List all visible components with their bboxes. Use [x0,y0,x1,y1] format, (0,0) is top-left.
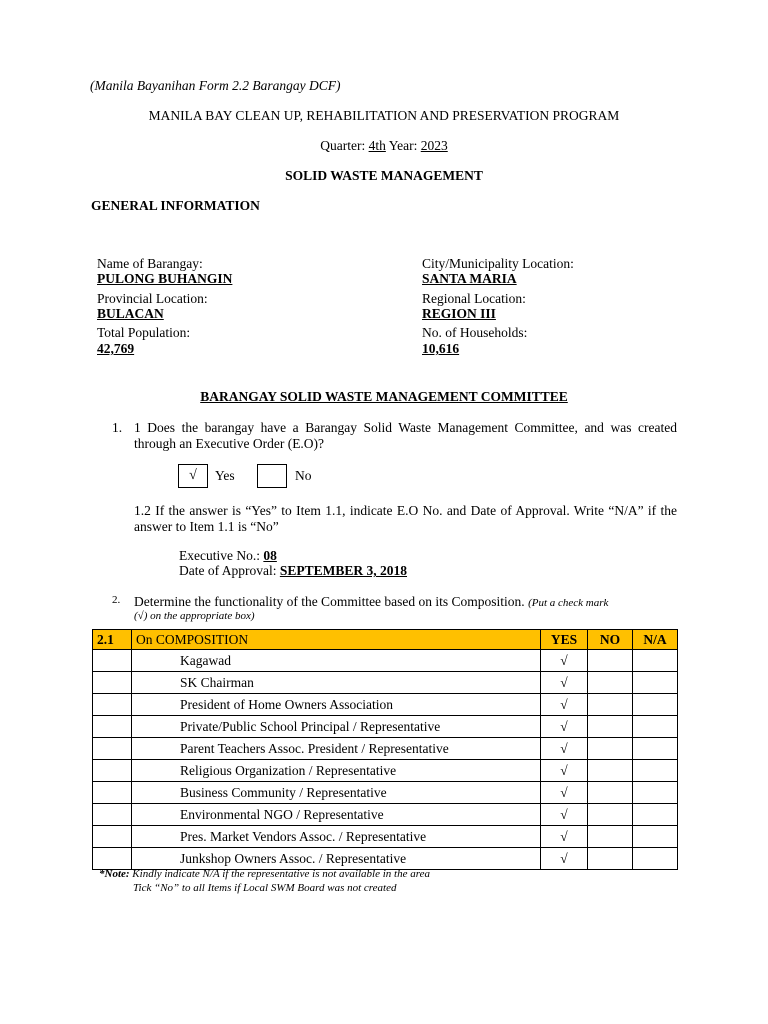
table-row [93,672,678,694]
row-label: Pres. Market Vendors Assoc. / Representative [132,826,541,848]
row-label: Junkshop Owners Assoc. / Representative [132,848,541,870]
na-cell[interactable] [633,848,678,870]
col-no-header: NO [588,630,633,650]
q2-line [134,594,608,610]
yes-cell[interactable]: √ [541,848,588,870]
yes-cell[interactable]: √ [541,760,588,782]
quarter-label: Quarter: [320,138,369,153]
composition-body [93,650,678,870]
na-cell[interactable] [633,804,678,826]
note-line-2: Tick “No” to all Items if Local SWM Board was not created [133,882,397,894]
barangay-label: Name of Barangay: [97,256,203,271]
composition-table [92,629,678,870]
table-row [93,782,678,804]
no-cell[interactable] [588,716,633,738]
na-cell[interactable] [633,716,678,738]
general-info-heading: GENERAL INFORMATION [91,198,260,213]
q12-text: 1.2 If the answer is “Yes” to Item 1.1, indicate E.O No. and Date of Approval. Write “N/A” if the answer to Item 1.1 is “No” [134,503,677,534]
q2-hint-1: (Put a check mark [528,597,609,609]
row-label: Parent Teachers Assoc. President / Representative [132,738,541,760]
col-yes-header: YES [541,630,588,650]
region-value: REGION III [422,306,496,321]
year-label: Year: [385,138,421,153]
row-number-cell [93,848,132,870]
households-label: No. of Households: [422,325,528,340]
q2-hint-2: (√) on the appropriate box) [134,610,255,622]
no-cell[interactable] [588,694,633,716]
table-row [93,826,678,848]
table-row [93,760,678,782]
table-row [93,694,678,716]
province-label: Provincial Location: [97,291,208,306]
table-row [93,716,678,738]
q2-text: Determine the functionality of the Committee based on its Composition. [134,594,525,609]
city-label: City/Municipality Location: [422,256,574,271]
row-label: President of Home Owners Association [132,694,541,716]
na-cell[interactable] [633,672,678,694]
no-cell[interactable] [588,738,633,760]
note-line-1 [99,868,430,880]
table-row [93,848,678,870]
yes-cell[interactable]: √ [541,694,588,716]
q1-text: 1 Does the barangay have a Barangay Solid Waste Management Committee, and was created through an Executive Order (E.O)? [134,420,677,451]
row-number-cell [93,694,132,716]
committee-title: BARANGAY SOLID WASTE MANAGEMENT COMMITTEE [200,389,568,404]
yes-cell[interactable]: √ [541,672,588,694]
section-title: SOLID WASTE MANAGEMENT [285,168,483,183]
no-cell[interactable] [588,760,633,782]
no-cell[interactable] [588,782,633,804]
quarter-year-line [0,138,768,154]
date-approval-label: Date of Approval: [179,563,280,578]
barangay-value: PULONG BUHANGIN [97,271,233,286]
row-label: SK Chairman [132,672,541,694]
province-value: BULACAN [97,306,164,321]
yes-cell[interactable]: √ [541,650,588,672]
executive-no-line [179,548,277,564]
program-title: MANILA BAY CLEAN UP, REHABILITATION AND PRESERVATION PROGRAM [148,108,620,123]
section-number: 2.1 [93,630,132,650]
no-cell[interactable] [588,848,633,870]
row-label: Environmental NGO / Representative [132,804,541,826]
row-label: Private/Public School Principal / Representative [132,716,541,738]
households-value: 10,616 [422,341,460,356]
row-number-cell [93,760,132,782]
q1-number: 1. [112,420,123,435]
yes-cell[interactable]: √ [541,826,588,848]
na-cell[interactable] [633,782,678,804]
no-cell[interactable] [588,672,633,694]
date-approval-value: SEPTEMBER 3, 2018 [279,563,408,578]
yes-cell[interactable]: √ [541,804,588,826]
quarter-value: 4th [368,138,386,153]
row-number-cell [93,716,132,738]
note-prefix: *Note: [99,868,130,880]
no-checkbox[interactable] [257,464,287,488]
composition-header-row [93,630,678,650]
na-cell[interactable] [633,694,678,716]
executive-no-value: 08 [263,548,277,563]
table-row [93,738,678,760]
executive-no-label: Executive No.: [179,548,264,563]
row-label: Religious Organization / Representative [132,760,541,782]
col-na-header: N/A [633,630,678,650]
date-approval-line [179,563,407,579]
row-label: Business Community / Representative [132,782,541,804]
yes-cell[interactable]: √ [541,782,588,804]
no-cell[interactable] [588,826,633,848]
row-number-cell [93,782,132,804]
no-cell[interactable] [588,804,633,826]
section-label: On COMPOSITION [132,630,541,650]
region-label: Regional Location: [422,291,526,306]
yes-cell[interactable]: √ [541,738,588,760]
form-reference: (Manila Bayanihan Form 2.2 Barangay DCF) [90,78,341,93]
na-cell[interactable] [633,650,678,672]
row-number-cell [93,650,132,672]
row-number-cell [93,738,132,760]
yes-cell[interactable]: √ [541,716,588,738]
yes-label: Yes [215,468,235,483]
no-cell[interactable] [588,650,633,672]
yes-checkbox[interactable]: √ [178,464,208,488]
population-value: 42,769 [97,341,135,356]
row-label: Kagawad [132,650,541,672]
row-number-cell [93,672,132,694]
no-label: No [295,468,312,483]
city-value: SANTA MARIA [422,271,517,286]
note-text-1: Kindly indicate N/A if the representative is not available in the area [129,868,430,880]
q2-number: 2. [112,594,121,606]
table-row [93,650,678,672]
na-cell[interactable] [633,760,678,782]
na-cell[interactable] [633,826,678,848]
year-value: 2023 [420,138,448,153]
na-cell[interactable] [633,738,678,760]
population-label: Total Population: [97,325,191,340]
row-number-cell [93,826,132,848]
row-number-cell [93,804,132,826]
table-row [93,804,678,826]
